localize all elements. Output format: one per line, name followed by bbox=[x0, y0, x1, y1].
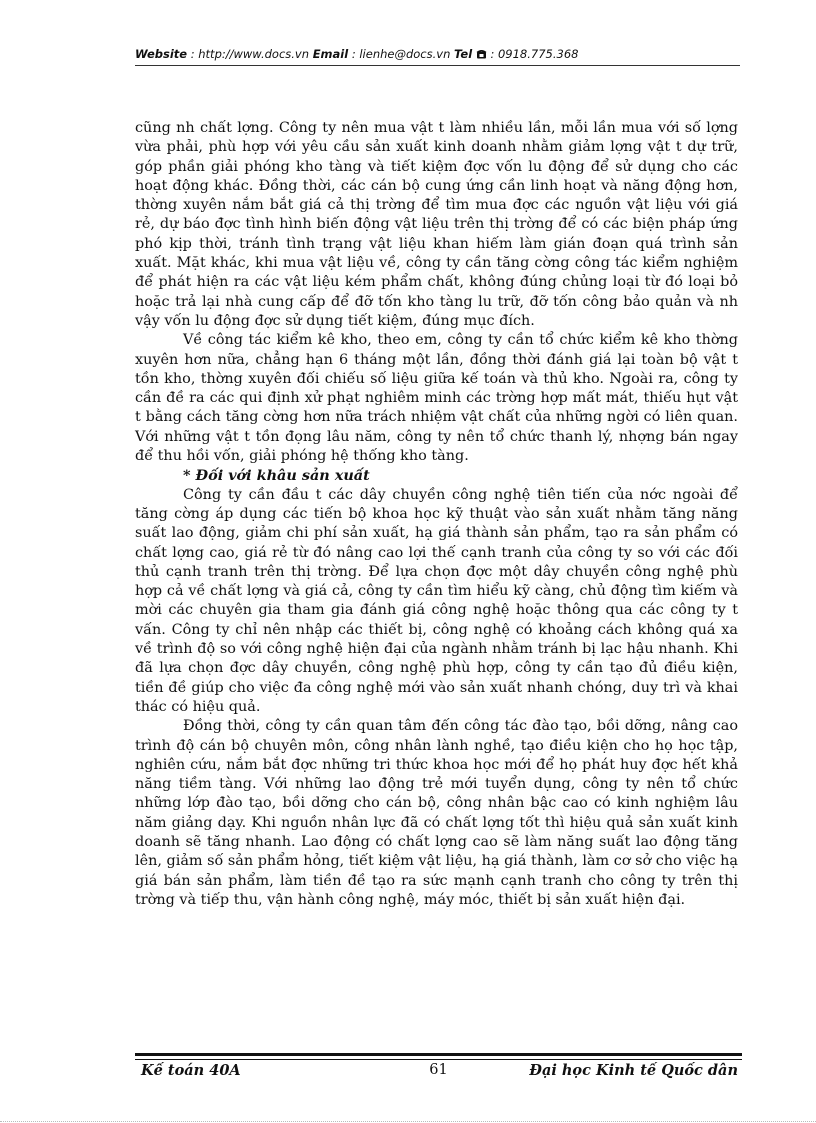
page-bottom-border bbox=[0, 1121, 816, 1122]
page-footer bbox=[135, 1062, 742, 1078]
phone-icon bbox=[476, 48, 487, 62]
email-address[interactable]: : lienhe@docs.vn bbox=[348, 47, 455, 61]
footer-divider-thin bbox=[135, 1059, 742, 1060]
paragraph-1: cũng nh chất lợng. Công ty nên mua vật t làm nhiều lần, mỗi lần mua với số lợng vừa phải, phù hợp với yêu cầu sản xuất kinh doanh nhằm giảm lợng vật t dự trữ, góp phần giải phóng kho tàng và tiết kiệm đợc vốn lu động để sử dụng cho các hoạt động khác. Đồng thời, các cán bộ cung ứng cần linh hoạt và năng động hơn, thờng xuyên nắm bắt giá cả thị trờng để tìm mua đợc các nguồn vật liệu với giá rẻ, dự báo đợc tình hình biến động vật liệu trên thị trờng để có các biện pháp ứng phó kịp thời, tránh tình trạng vật liệu khan hiếm làm gián đoạn quá trình sản xuất. Mặt khác, khi mua vật liệu về, công ty cần tăng cờng công tác kiểm nghiệm để phát hiện ra các vật liệu kém phẩm chất, không đúng chủng loại từ đó loại bỏ hoặc trả lại nhà cung cấp để đỡ tốn kho tàng lu trữ, đỡ tốn công bảo quản và nh vậy vốn lu động đợc sử dụng tiết kiệm, đúng mục đích. bbox=[135, 120, 738, 329]
footer-class-label: Kế toán 40A bbox=[141, 1062, 241, 1078]
page-header bbox=[135, 47, 739, 62]
document-body bbox=[135, 119, 738, 910]
footer-university: Đại học Kinh tế Quốc dân bbox=[529, 1062, 738, 1078]
tel-label: Tel bbox=[454, 47, 473, 61]
paragraph-3: Công ty cần đầu t các dây chuyền công nghệ tiên tiến của nớc ngoài để tăng cờng áp dụng các tiến bộ khoa học kỹ thuật vào sản xuất nhằm tăng năng suất lao động, giảm chi phí sản xuất, hạ giá thành sản phẩm, tạo ra sản phẩm có chất lợng cao, giá rẻ từ đó nâng cao lợi thế cạnh tranh của công ty so với các đối thủ cạnh tranh trên thị trờng. Để lựa chọn đợc một dây chuyền công nghệ phù hợp cả về chất lợng và giá cả, công ty cần tìm hiểu kỹ càng, chủ động tìm kiếm và mời các chuyên gia tham gia đánh giá công nghệ hoặc thông qua các công ty t vấn. Công ty chỉ nên nhập các thiết bị, công nghệ có khoảng cách không quá xa về trình độ so với công nghệ hiện đại của ngành nhằm tránh bị lạc hậu nhanh. Khi đã lựa chọn đợc dây chuyền, công nghệ phù hợp, công ty cần tạo đủ điều kiện, tiền đề giúp cho việc đa công nghệ mới vào sản xuất nhanh chóng, duy trì và khai thác có hiệu quả. bbox=[135, 486, 738, 715]
paragraph-4: Đồng thời, công ty cần quan tâm đến công tác đào tạo, bồi dỡng, nâng cao trình độ cán bộ chuyên môn, công nhân lành nghề, tạo điều kiện cho họ học tập, nghiên cứu, nắm bắt đợc những tri thức khoa học mới để họ phát huy đợc hết khả năng tiềm tàng. Với những lao động trẻ mới tuyển dụng, công ty nên tổ chức những lớp đào tạo, bồi dỡng cho cán bộ, công nhân bậc cao có kinh nghiệm lâu năm giảng dạy. Khi nguồn nhân lực đã có chất lợng tốt thì hiệu quả sản xuất kinh doanh sẽ tăng nhanh. Lao động có chất lợng cao sẽ làm năng suất lao động tăng lên, giảm số sản phẩm hỏng, tiết kiệm vật liệu, hạ giá thành, làm cơ sở cho việc hạ giá bán sản phẩm, làm tiền đề tạo ra sức mạnh cạnh tranh cho công ty trên thị trờng và tiếp thu, vận hành công nghệ, máy móc, thiết bị sản xuất hiện đại. bbox=[135, 718, 738, 908]
paragraph-2: Về công tác kiểm kê kho, theo em, công ty cần tổ chức kiểm kê kho thờng xuyên hơn nữa, chẳng hạn 6 tháng một lần, đồng thời đánh giá lại toàn bộ vật t tồn kho, thờng xuyên đối chiếu số liệu giữa kế toán và thủ kho. Ngoài ra, công ty cần đề ra các qui định xử phạt nghiêm minh các trờng hợp mất mát, thiếu hụt vật t bằng cách tăng cờng hơn nữa trách nhiệm vật chất của những ngời có liên quan. Với những vật t tồn đọng lâu năm, công ty nên tổ chức thanh lý, nhợng bán ngay để thu hồi vốn, giải phóng hệ thống kho tàng. bbox=[135, 332, 738, 465]
website-url[interactable]: : http://www.docs.vn bbox=[187, 47, 313, 61]
website-label: Website bbox=[135, 47, 188, 61]
section-heading: * Đối với khâu sản xuất bbox=[183, 467, 370, 485]
tel-number: : 0918.775.368 bbox=[486, 47, 579, 61]
email-label: Email bbox=[312, 47, 349, 61]
page-number: 61 bbox=[429, 1062, 448, 1078]
footer-divider-thick bbox=[135, 1053, 742, 1056]
header-divider bbox=[135, 65, 740, 66]
